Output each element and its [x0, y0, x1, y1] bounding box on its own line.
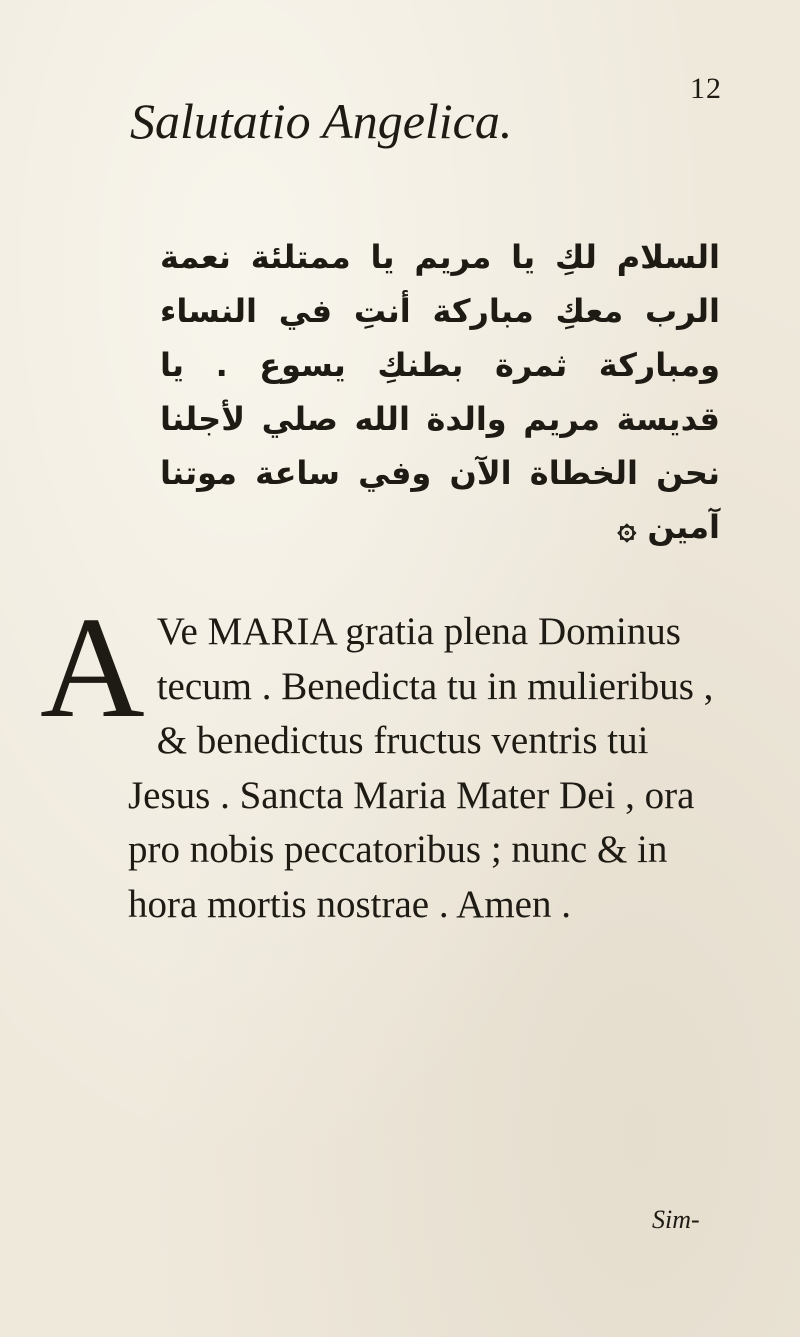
page-title: Salutatio Angelica.	[130, 93, 513, 149]
arabic-prayer-text: السلام لكِ يا مريم يا ممتلئة نعمة الرب معكِ مباركة أنتِ في النساء ومباركة ثمرة بطنكِ يسوع . يا قديسة مريم والدة الله صلي لأجلنا نحن الخطاة الآن وفي ساعة موتنا آمين ۞	[160, 238, 720, 546]
latin-prayer	[40, 588, 728, 932]
drop-cap-initial: A	[40, 588, 145, 748]
page-number: 12	[690, 72, 722, 105]
catchword: Sim-	[652, 1205, 700, 1234]
latin-prayer-text: Ve MARIA gratia plena Dominus tecum . Benedicta tu in mulieribus , & benedictus fructus ventris tui Jesus . Sancta Maria Mater Dei , ora pro nobis peccatoribus ; nunc & in hora mortis nostrae . Amen .	[128, 610, 714, 926]
